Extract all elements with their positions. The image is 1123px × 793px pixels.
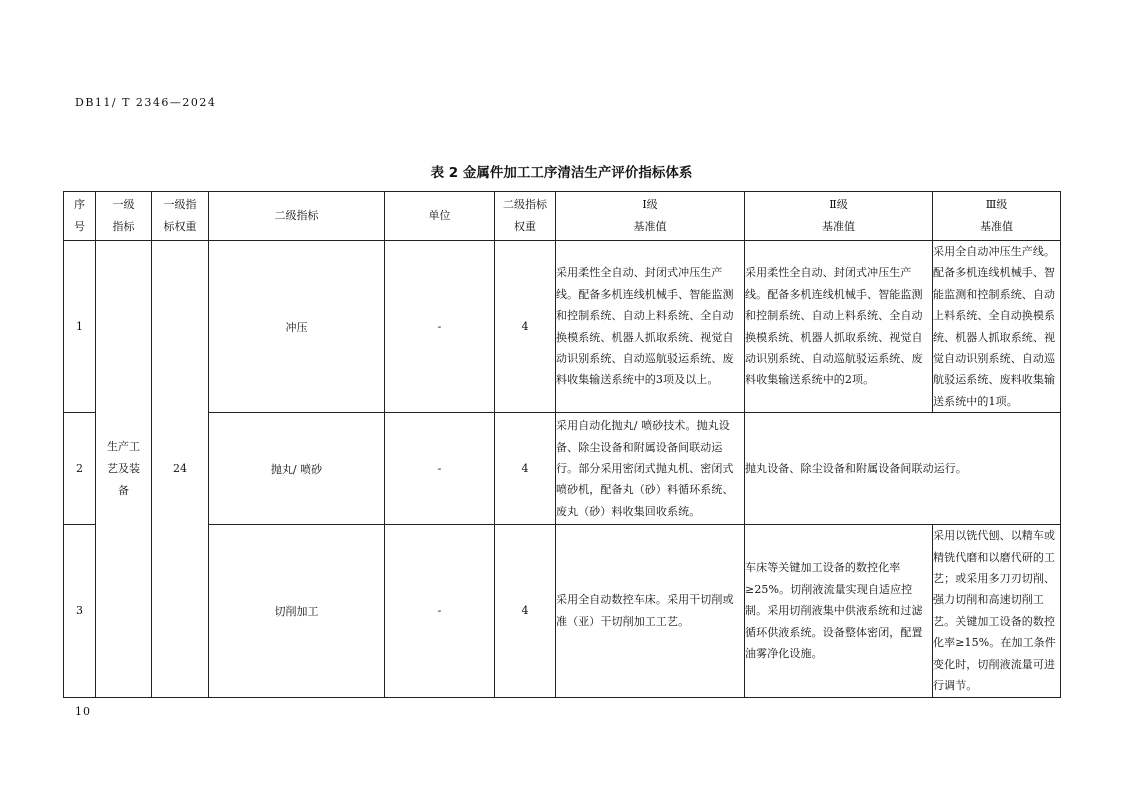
grade1-benchmark: 采用柔性全自动、封闭式冲压生产线。配备多机连线机械手、智能监测和控制系统、自动上料系统、全自动换模系统、机器人抓取系统、视觉自动识别系统、自动巡航驳运系统、废料收集输送系统中的3项及以上。 bbox=[556, 241, 745, 413]
header-grade2: Ⅱ级 基准值 bbox=[745, 192, 933, 241]
grade3-benchmark: 采用以铣代刨、以精车或精铣代磨和以磨代研的工艺；或采用多刀刃切削、强力切削和高速切削工艺。关键加工设备的数控化率≥15%。在加工条件变化时，切削液流量可进行调节。 bbox=[933, 525, 1061, 697]
grade1-benchmark: 采用全自动数控车床。采用干切削或准（亚）干切削加工工艺。 bbox=[556, 525, 745, 697]
table-row bbox=[64, 413, 1061, 525]
header-grade3: Ⅲ级 基准值 bbox=[933, 192, 1061, 241]
header-level1: 一级 指标 bbox=[96, 192, 152, 241]
grade2-3-benchmark: 抛丸设备、除尘设备和附属设备间联动运行。 bbox=[745, 413, 1061, 525]
page-number: 10 bbox=[75, 705, 91, 718]
level1-weight: 24 bbox=[152, 241, 209, 698]
grade3-benchmark: 采用全自动冲压生产线。配备多机连线机械手、智能监测和控制系统、自动上料系统、全自动换模系统、机器人抓取系统、视觉自动识别系统、自动巡航驳运系统、废料收集输送系统中的1项。 bbox=[933, 241, 1061, 413]
level2-indicator: 冲压 bbox=[209, 241, 385, 413]
row-seq: 2 bbox=[64, 413, 96, 525]
row-seq: 3 bbox=[64, 525, 96, 697]
header-unit: 单位 bbox=[385, 192, 495, 241]
level2-indicator: 抛丸/ 喷砂 bbox=[209, 413, 385, 525]
level2-indicator: 切削加工 bbox=[209, 525, 385, 697]
header-level1-weight: 一级指 标权重 bbox=[152, 192, 209, 241]
table-header-row bbox=[64, 192, 1061, 241]
row-seq: 1 bbox=[64, 241, 96, 413]
header-level2: 二级指标 bbox=[209, 192, 385, 241]
table-row bbox=[64, 241, 1061, 413]
header-grade1: Ⅰ级 基准值 bbox=[556, 192, 745, 241]
unit-cell: - bbox=[385, 525, 495, 697]
level1-indicator: 生产工 艺及装 备 bbox=[96, 241, 152, 698]
document-code: DB11/ T 2346—2024 bbox=[75, 96, 217, 109]
level2-weight: 4 bbox=[495, 525, 556, 697]
header-seq: 序 号 bbox=[64, 192, 96, 241]
grade2-benchmark: 车床等关键加工设备的数控化率≥25%。切削液流量实现自适应控制。采用切削液集中供液系统和过滤循环供液系统。设备整体密闭，配置油雾净化设施。 bbox=[745, 525, 933, 697]
table-row bbox=[64, 525, 1061, 697]
unit-cell: - bbox=[385, 241, 495, 413]
header-level2-weight: 二级指标 权重 bbox=[495, 192, 556, 241]
evaluation-index-table bbox=[63, 191, 1061, 698]
grade2-benchmark: 采用柔性全自动、封闭式冲压生产线。配备多机连线机械手、智能监测和控制系统、自动上料系统、全自动换模系统、机器人抓取系统、视觉自动识别系统、自动巡航驳运系统、废料收集输送系统中的2项。 bbox=[745, 241, 933, 413]
unit-cell: - bbox=[385, 413, 495, 525]
level2-weight: 4 bbox=[495, 413, 556, 525]
table-title: 表 2 金属件加工工序清洁生产评价指标体系 bbox=[430, 165, 693, 181]
level2-weight: 4 bbox=[495, 241, 556, 413]
grade1-benchmark: 采用自动化抛丸/ 喷砂技术。抛丸设备、除尘设备和附属设备间联动运行。部分采用密闭式抛丸机、密闭式喷砂机，配备丸（砂）料循环系统、废丸（砂）料收集回收系统。 bbox=[556, 413, 745, 525]
